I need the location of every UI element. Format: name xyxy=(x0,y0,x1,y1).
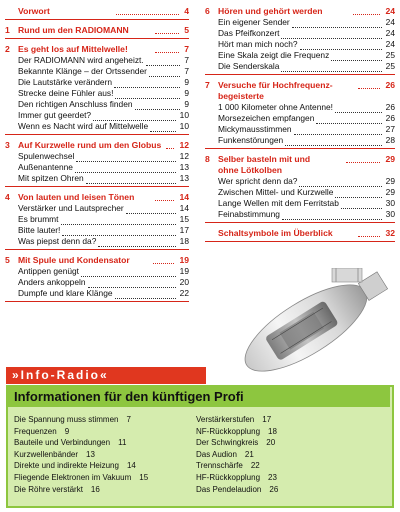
info-entry-label: NF-Rückkopplung xyxy=(196,426,261,436)
entry-page: 7 xyxy=(184,55,189,65)
entry-label: Wenn es Nacht wird auf Mittelwelle xyxy=(18,121,149,131)
info-entry xyxy=(14,484,194,496)
entry-label: Was piepst denn da? xyxy=(18,236,97,246)
dot-leader xyxy=(155,25,179,34)
entry-label: Bekannte Klänge – der Ortssender xyxy=(18,66,147,76)
toc-entry xyxy=(205,50,395,61)
info-entry-label: Das Audion xyxy=(196,449,237,459)
chapter-heading xyxy=(5,140,189,151)
info-entry-page: 18 xyxy=(268,426,277,436)
chapter-page: 29 xyxy=(385,154,396,164)
entry-label: Verstärker und Lautsprecher xyxy=(18,203,124,213)
chapter-page: 12 xyxy=(179,140,189,150)
chapter-heading xyxy=(5,255,189,266)
toc-entry xyxy=(205,135,395,146)
toc-chapter xyxy=(205,6,395,75)
entry-page: 28 xyxy=(385,135,395,145)
dot-leader xyxy=(115,90,180,99)
dot-leader xyxy=(126,205,176,214)
dot-leader xyxy=(76,153,175,162)
info-entry xyxy=(14,426,194,438)
dot-leader xyxy=(114,79,180,88)
chapter-rule xyxy=(5,38,189,39)
chapter-title xyxy=(218,228,356,239)
dot-leader xyxy=(150,123,175,132)
entry-label: Ein eigener Sender xyxy=(218,17,290,27)
toc-entry xyxy=(205,124,395,135)
chapter-page: 5 xyxy=(184,25,190,35)
entry-page: 15 xyxy=(179,214,189,224)
toc-entry xyxy=(205,113,395,124)
info-entry-label: Direkte und indirekte Heizung xyxy=(14,461,119,471)
dot-leader xyxy=(300,41,382,50)
info-radio-banner: »Info-Radio« xyxy=(6,367,206,384)
info-entry xyxy=(14,449,194,461)
entry-page: 24 xyxy=(385,17,395,27)
entry-page: 18 xyxy=(179,236,189,246)
dot-leader xyxy=(285,137,381,146)
chapter-number: 8 xyxy=(205,154,210,164)
info-entry-label: HF-Rückkopplung xyxy=(196,472,261,482)
info-entry xyxy=(14,414,194,426)
toc-entry xyxy=(5,99,189,110)
toc-chapter xyxy=(5,44,189,135)
chapter-title xyxy=(18,255,151,266)
chapter-heading xyxy=(5,44,189,55)
chapter-rule xyxy=(205,148,395,149)
toc-entry xyxy=(205,39,395,50)
dot-leader xyxy=(166,140,174,149)
chapter-page: 19 xyxy=(179,255,189,265)
info-entry-label: Die Spannung muss stimmen xyxy=(14,415,119,424)
chapter-heading xyxy=(5,6,189,17)
dot-leader xyxy=(292,19,382,28)
entry-page: 20 xyxy=(179,277,189,287)
dot-leader xyxy=(75,164,176,173)
info-entry-label: Verstärkerstufen xyxy=(196,415,255,424)
dot-leader xyxy=(155,192,174,201)
dot-leader xyxy=(98,238,175,247)
info-list-left xyxy=(14,414,194,495)
entry-page: 13 xyxy=(179,162,189,172)
chapter-title-line: Mit Spule und Kondensator xyxy=(18,255,130,265)
info-entry-page: 9 xyxy=(64,426,70,436)
info-entry-label: Die Röhre verstärkt xyxy=(14,484,83,494)
info-entry-label: Bauteile und Verbindungen xyxy=(14,438,111,448)
chapter-heading xyxy=(5,25,189,36)
entry-page: 30 xyxy=(385,209,395,219)
info-list-right xyxy=(196,414,386,495)
toc-left-column xyxy=(5,6,189,307)
toc-chapter xyxy=(205,228,395,242)
chapter-title xyxy=(18,25,153,36)
toc-entry xyxy=(5,88,189,99)
chapter-title-line: Auf Kurzwelle rund um den Globus xyxy=(18,140,162,150)
info-entry-label: Kurzwellenbänder xyxy=(14,449,79,459)
entry-label: Immer gut geerdet? xyxy=(18,110,92,120)
entry-label: Mickymausstimmen xyxy=(218,124,292,134)
dot-leader xyxy=(353,6,381,15)
dot-leader xyxy=(299,178,381,187)
dot-leader xyxy=(282,211,382,220)
entry-page: 25 xyxy=(385,50,395,60)
entry-page: 10 xyxy=(179,110,189,120)
dot-leader xyxy=(331,52,381,61)
entry-page: 24 xyxy=(385,28,395,38)
toc-entry xyxy=(5,203,189,214)
info-entry-page: 7 xyxy=(126,415,131,424)
chapter-number: 2 xyxy=(5,44,10,54)
entry-label: Spulenwechsel xyxy=(18,151,75,161)
dot-leader xyxy=(294,126,382,135)
entry-label: Die Senderskala xyxy=(218,61,280,71)
toc-entry xyxy=(5,277,189,288)
entry-page: 19 xyxy=(179,266,189,276)
chapter-title-line: Versuche für Hochfrequenz- xyxy=(218,80,333,90)
toc-entry xyxy=(5,121,189,132)
chapter-heading xyxy=(205,80,395,102)
entry-label: Antippen genügt xyxy=(18,266,80,276)
dot-leader xyxy=(81,268,176,277)
info-entry xyxy=(196,437,386,449)
entry-page: 24 xyxy=(385,39,395,49)
toc-entry xyxy=(5,66,189,77)
entry-page: 9 xyxy=(184,77,189,87)
chapter-heading xyxy=(205,154,395,176)
entry-label: 1 000 Kilometer ohne Antenne! xyxy=(218,102,334,112)
chapter-rule xyxy=(205,74,395,75)
dot-leader xyxy=(341,200,382,209)
toc-chapter xyxy=(5,25,189,39)
toc-entry xyxy=(5,266,189,277)
entry-label: Feinabstimmung xyxy=(218,209,280,219)
dot-leader xyxy=(115,290,176,299)
chapter-rule xyxy=(5,186,189,187)
info-entry-page: 22 xyxy=(250,461,260,471)
entry-label: Mit spitzen Ohren xyxy=(18,173,84,183)
dot-leader xyxy=(88,279,176,288)
chapter-title xyxy=(18,6,114,17)
info-entry xyxy=(14,437,194,449)
info-title: Informationen für den künftigen Profi xyxy=(6,387,390,407)
info-entry-label: Trennschärfe xyxy=(196,461,243,471)
entry-label: Strecke deine Fühler aus! xyxy=(18,88,114,98)
info-entry-page: 20 xyxy=(266,438,276,448)
info-entry xyxy=(196,414,386,426)
entry-label: Hört man mich noch? xyxy=(218,39,298,49)
dot-leader xyxy=(61,216,176,225)
entry-page: 13 xyxy=(179,173,189,183)
dot-leader xyxy=(116,6,180,15)
entry-label: Die Lautstärke verändern xyxy=(18,77,113,87)
dot-leader xyxy=(346,154,380,163)
entry-page: 10 xyxy=(179,121,189,131)
entry-label: Anders ankoppeln xyxy=(18,277,86,287)
info-entry-page: 14 xyxy=(126,461,136,471)
entry-label: Den richtigen Anschluss finden xyxy=(18,99,133,109)
entry-page: 26 xyxy=(385,113,395,123)
toc-entry xyxy=(205,198,395,209)
info-entry-label: Frequenzen xyxy=(14,426,57,436)
chapter-title xyxy=(18,44,153,55)
chapter-title xyxy=(18,192,153,203)
chapter-page: 4 xyxy=(184,6,190,16)
toc-chapter xyxy=(205,154,395,223)
dot-leader xyxy=(149,68,180,77)
toc-entry xyxy=(205,209,395,220)
info-entry xyxy=(14,460,194,472)
entry-page: 25 xyxy=(385,61,395,71)
dot-leader xyxy=(86,175,176,184)
entry-label: Außenantenne xyxy=(18,162,73,172)
toc-entry xyxy=(5,288,189,299)
info-entry-label: Fliegende Elektronen im Vakuum xyxy=(14,472,132,482)
info-entry xyxy=(196,484,386,496)
chapter-page: 26 xyxy=(385,80,396,90)
chapter-title-line: begeisterte xyxy=(218,91,264,101)
chapter-number: 1 xyxy=(5,25,10,35)
toc-entry xyxy=(205,102,395,113)
dot-leader xyxy=(62,227,175,236)
entry-page: 9 xyxy=(184,99,189,109)
entry-page: 26 xyxy=(385,102,395,112)
info-entry xyxy=(196,472,386,484)
chapter-number: 3 xyxy=(5,140,10,150)
toc-entry xyxy=(5,151,189,162)
chapter-page: 14 xyxy=(179,192,189,202)
chapter-title-line: Rund um den RADIOMANN xyxy=(18,25,129,35)
toc-chapter xyxy=(5,255,189,302)
entry-label: Der RADIOMANN wird angeheizt. xyxy=(18,55,144,65)
dot-leader xyxy=(335,104,382,113)
chapter-title-line: ohne Lötkolben xyxy=(218,165,282,175)
toc-entry xyxy=(205,28,395,39)
entry-page: 27 xyxy=(385,124,395,134)
chapter-heading xyxy=(205,6,395,17)
dot-leader xyxy=(135,101,181,110)
dot-leader xyxy=(153,255,174,264)
toc-entry xyxy=(5,214,189,225)
chapter-page: 7 xyxy=(184,44,190,54)
info-entry-page: 16 xyxy=(90,484,100,494)
chapter-title xyxy=(218,154,344,176)
entry-label: Eine Skala zeigt die Frequenz xyxy=(218,50,330,60)
info-entry-page: 17 xyxy=(262,415,272,424)
toc-entry xyxy=(205,61,395,72)
chapter-title xyxy=(18,140,164,151)
chapter-rule xyxy=(205,241,395,242)
toc-entry xyxy=(205,176,395,187)
dot-leader xyxy=(316,115,381,124)
entry-label: Es brummt xyxy=(18,214,59,224)
entry-label: Morsezeichen empfangen xyxy=(218,113,315,123)
info-entry xyxy=(196,460,386,472)
entry-label: Das Pfeifkonzert xyxy=(218,28,280,38)
toc-chapter xyxy=(5,140,189,187)
info-entry-page: 11 xyxy=(118,438,127,448)
entry-label: Funkenstörungen xyxy=(218,135,284,145)
chapter-title-line: Es geht los auf Mittelwelle! xyxy=(18,44,128,54)
dot-leader xyxy=(358,80,381,89)
chapter-number: 4 xyxy=(5,192,10,202)
chapter-page: 24 xyxy=(385,6,395,16)
vacuum-tube-image xyxy=(186,268,400,386)
toc-entry xyxy=(5,173,189,184)
entry-label: Bitte lauter! xyxy=(18,225,61,235)
toc-entry xyxy=(5,225,189,236)
info-entry-label: Der Schwingkreis xyxy=(196,438,259,448)
toc-chapter xyxy=(205,80,395,149)
toc-entry xyxy=(5,55,189,66)
info-entry-page: 13 xyxy=(86,449,95,459)
entry-label: Lange Wellen mit dem Ferritstab xyxy=(218,198,339,208)
chapter-title-line: Schaltsymbole im Überblick xyxy=(218,228,333,238)
info-entry-page: 23 xyxy=(268,472,277,482)
chapter-title-line: Vorwort xyxy=(18,6,50,16)
chapter-heading xyxy=(205,228,395,239)
info-entry-page: 26 xyxy=(269,484,279,494)
chapter-title-line: Selber basteln mit und xyxy=(218,154,311,164)
chapter-title xyxy=(218,80,356,102)
toc-entry xyxy=(5,162,189,173)
dot-leader xyxy=(281,30,381,39)
dot-leader xyxy=(146,57,181,66)
entry-page: 17 xyxy=(179,225,189,235)
dot-leader xyxy=(335,189,381,198)
entry-label: Wer spricht denn da? xyxy=(218,176,298,186)
chapter-rule xyxy=(5,249,189,250)
toc-entry xyxy=(205,187,395,198)
toc-chapter xyxy=(5,6,189,20)
info-entry-page: 15 xyxy=(139,472,149,482)
toc-entry xyxy=(5,236,189,247)
entry-page: 29 xyxy=(385,187,395,197)
entry-label: Dumpfe und klare Klänge xyxy=(18,288,113,298)
info-entry-label: Das Pendelaudion xyxy=(196,484,262,494)
chapter-title xyxy=(218,6,351,17)
entry-page: 30 xyxy=(385,198,395,208)
vacuum-tube-icon xyxy=(186,268,400,386)
toc-right-column xyxy=(205,6,395,247)
entry-page: 12 xyxy=(179,151,189,161)
chapter-title-line: Hören und gehört werden xyxy=(218,6,323,16)
chapter-rule xyxy=(5,301,189,302)
info-entry xyxy=(14,472,194,484)
chapter-number: 5 xyxy=(5,255,10,265)
chapter-number: 7 xyxy=(205,80,210,90)
dot-leader xyxy=(358,228,381,237)
info-entry xyxy=(196,449,386,461)
entry-page: 7 xyxy=(184,66,189,76)
chapter-rule xyxy=(205,222,395,223)
entry-page: 29 xyxy=(385,176,395,186)
chapter-page: 32 xyxy=(385,228,395,238)
toc-entry xyxy=(5,77,189,88)
toc-entry xyxy=(205,17,395,28)
toc-chapter xyxy=(5,192,189,250)
info-entry-page: 21 xyxy=(244,449,254,459)
dot-leader xyxy=(93,112,176,121)
toc-entry xyxy=(5,110,189,121)
chapter-number: 6 xyxy=(205,6,210,16)
chapter-rule xyxy=(5,19,189,20)
chapter-title-line: Von lauten und leisen Tönen xyxy=(18,192,135,202)
chapter-rule xyxy=(5,134,189,135)
entry-page: 22 xyxy=(179,288,189,298)
dot-leader xyxy=(155,44,180,53)
entry-label: Zwischen Mittel- und Kurzwelle xyxy=(218,187,334,197)
chapter-heading xyxy=(5,192,189,203)
entry-page: 9 xyxy=(184,88,189,98)
entry-page: 14 xyxy=(179,203,189,213)
dot-leader xyxy=(281,63,381,72)
info-entry xyxy=(196,426,386,438)
